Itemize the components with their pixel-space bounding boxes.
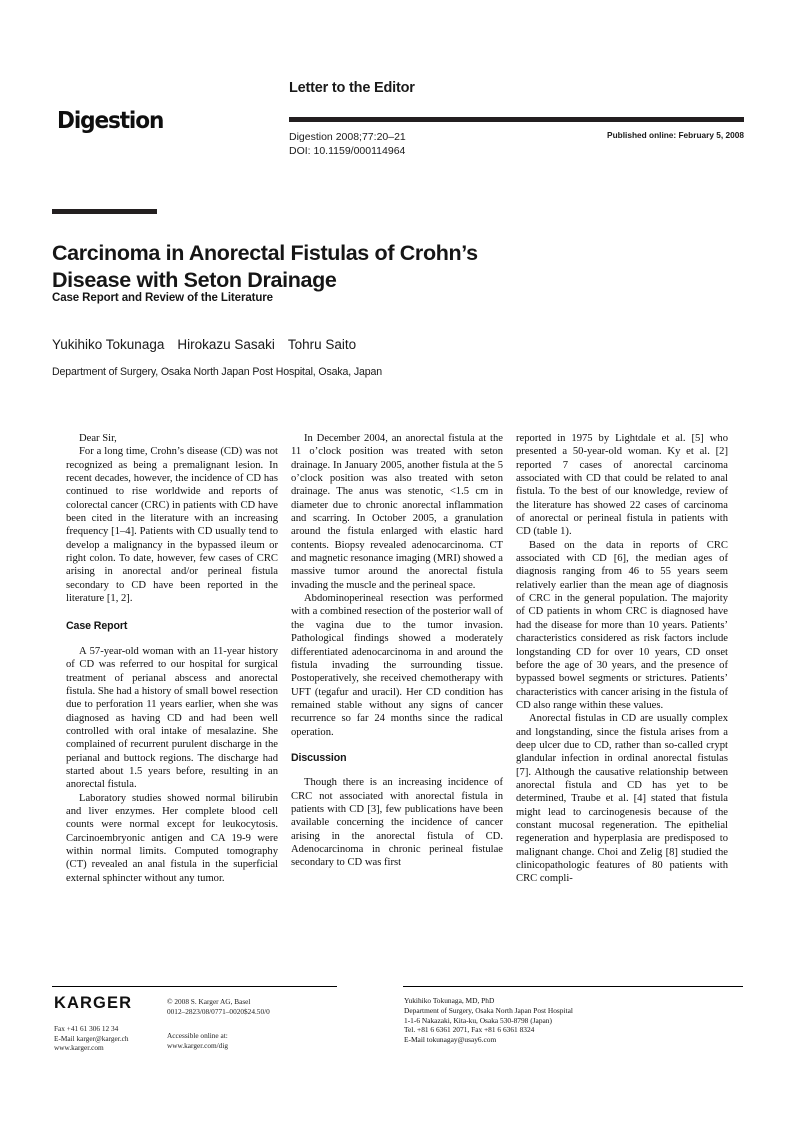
author-name: Yukihiko Tokunaga [52,337,165,352]
author-affiliation: Department of Surgery, Osaka North Japan Post Hospital, Osaka, Japan [52,366,382,378]
correspondence-address: 1-1-6 Nakazaki, Kita-ku, Osaka 530-8798 (Japan) [404,1015,552,1025]
author-list [52,337,369,352]
footer-rule-right [403,986,743,987]
correspondence-email[interactable]: E-Mail tokunagay@usay6.com [404,1035,497,1045]
paragraph: Based on the data in reports of CRC associated with CD [6], the median ages of diagnosis ranging from 46 to 55 years seem relatively earlier than the mean age of diagnosis of CRC in the general population. The majority of CD patients in whom CRC is diagnosed have had the disease for more than 10 years. Patients’ characteristics considered as risk factors include longstanding CD for over 10 years, CD onset before the age of 30 years, and the presence of bypassed bowel segments or strictures. Patients’ characteristics with cancer arising in the fistula of CD also range within these values. [516,539,728,711]
accessible-online-label: Accessible online at: [167,1031,228,1040]
issn-line: 0012–2823/08/0771–0020$24.50/0 [167,1006,270,1016]
page-title: Carcinoma in Anorectal Fistulas of Crohn’s Disease with Seton Drainage [52,241,478,293]
body-column-1 [66,432,278,885]
correspondence-department: Department of Surgery, Osaka North Japan Post Hospital [404,1005,573,1015]
header-rule [289,117,744,122]
correspondence-block [404,996,573,1045]
section-heading-case-report: Case Report [66,620,128,633]
paragraph: In December 2004, an anorectal fistula at the 11 o’clock position was treated with seton drainage. In January 2005, another fistula at the 5 o’clock position was also treated with seton drainage. The anus was stenotic, <1.5 cm in diameter due to chronic anorectal inflammation and scarring. In October 2005, a granulation around the fistula enlarged with elastic hard contents. Biopsy revealed adenocarcinoma. CT and magnetic resonance imaging (MRI) showed a massive tumor around the anorectal fistula invading the muscle and the perineal space. [291,433,503,591]
publisher-logo: KARGER [54,994,133,1012]
doi-line: DOI: 10.1159/000114964 [289,145,406,157]
article-subtitle: Case Report and Review of the Literature [52,292,273,304]
publisher-fax: Fax +41 61 306 12 34 [54,1024,119,1033]
correspondence-phone: Tel. +81 6 6361 2071, Fax +81 6 6361 8324 [404,1025,535,1035]
paragraph: Anorectal fistulas in CD are usually complex and longstanding, since the fistula arises from a deep ulcer due to CD, rather than so-called crypt glandular infection in ordinal anorectal fistulas [7]. Although the causative relationship between anorectal fistula and CD has yet to be determined, Traube et al. [4] stated that fistula might lead to carcinogenesis because of the constant mucosal regeneration. The epithelial regeneration and hyperplasia are predisposed to malignant change. Choi and Zelig [8] studied the clinicopathologic features of 80 patients with CRC compli- [516,713,728,885]
paragraph: Laboratory studies showed normal bilirubin and liver enzymes. Her complete blood cell counts were normal except for leukocytosis. Carcinoembryonic antigen and CA 19-9 were within normal limits. Computed tomography (CT) revealed an anal fistula in the superficial external sphincter without any tumor. [66,792,278,884]
body-column-2 [291,432,503,870]
paragraph: Abdominoperineal resection was performed with a combined resection of the posterior wall of the vagina due to the tumor invasion. Pathological findings showed a moderately differentiated adenocarcinoma in and around the fistula invading the surrounding tissue. Postoperatively, she received chemotherapy with UFT (tegafur and uracil). Her CD condition has remained stable without any signs of cancer recurrence so far 24 months since the radical operation. [291,593,503,738]
copyright-block [167,997,270,1016]
correspondence-name: Yukihiko Tokunaga, MD, PhD [404,996,495,1005]
published-online-date: Published online: February 5, 2008 [607,130,744,140]
journal-logo: Digestion [57,108,164,134]
section-label: Letter to the Editor [289,80,415,96]
copyright-line: © 2008 S. Karger AG, Basel [167,997,251,1006]
section-heading-discussion: Discussion [291,751,347,764]
title-rule [52,209,157,214]
paragraph: reported in 1975 by Lightdale et al. [5] who presented a 50-year-old woman. Ky et al. [2] reported 7 cases of anorectal carcinoma associated with CD that could be related to anal fistula. To the best of our knowledge, review of the literature has showed 22 cases of carcinoma of anorectal or perineal fistula in patients with CD (table 1). [516,433,728,538]
online-access-block [167,1031,228,1050]
accessible-online-url[interactable]: www.karger.com/dig [167,1040,228,1050]
author-name: Tohru Saito [287,337,357,352]
publisher-contact [54,1024,129,1053]
footer-rule-left [52,986,337,987]
publisher-email[interactable]: E-Mail karger@karger.ch [54,1033,129,1043]
author-name: Hirokazu Sasaki [177,337,275,352]
citation-block [289,130,406,158]
publisher-website[interactable]: www.karger.com [54,1043,104,1053]
citation-line: Digestion 2008;77:20–21 [289,131,406,143]
paragraph: A 57-year-old woman with an 11-year history of CD was referred to our hospital for surgical treatment of perianal abscess and anorectal fistula. She had a history of small bowel resection due to perforation 11 years earlier, when she was diagnosed as having CD and had been well controlled with oral intake of mesalazine. She complained of recurrent purulent discharge in the perianal and buttock regions. The discharge had started about 1.5 years before, resulting in an anorectal fistula. [66,645,278,791]
salutation: Dear Sir, [79,433,117,444]
paragraph: Though there is an increasing incidence of CRC not associated with anorectal fistula in patients with CD [3], few publications have been available concerning the incidence of cancer arising in the anorectal fistula of CD. Adenocarcinoma in chronic perineal fistulae secondary to CD was first [291,777,503,869]
paragraph: For a long time, Crohn’s disease (CD) was not recognized as being a premalignant lesion. In recent decades, however, the incidence of CD has continued to rise worldwide and reports of colorectal cancer (CRC) in patients with CD have been cited in the literature with an increasing frequency [1–4]. Patients with CD usually tend to develop a malignancy in the bypassed ileum or right colon. To date, however, few cases of CRC arising in anorectal and/or perineal fistula secondary to CD have been reported in the literature [1, 2]. [66,446,278,605]
body-column-3 [516,432,728,886]
